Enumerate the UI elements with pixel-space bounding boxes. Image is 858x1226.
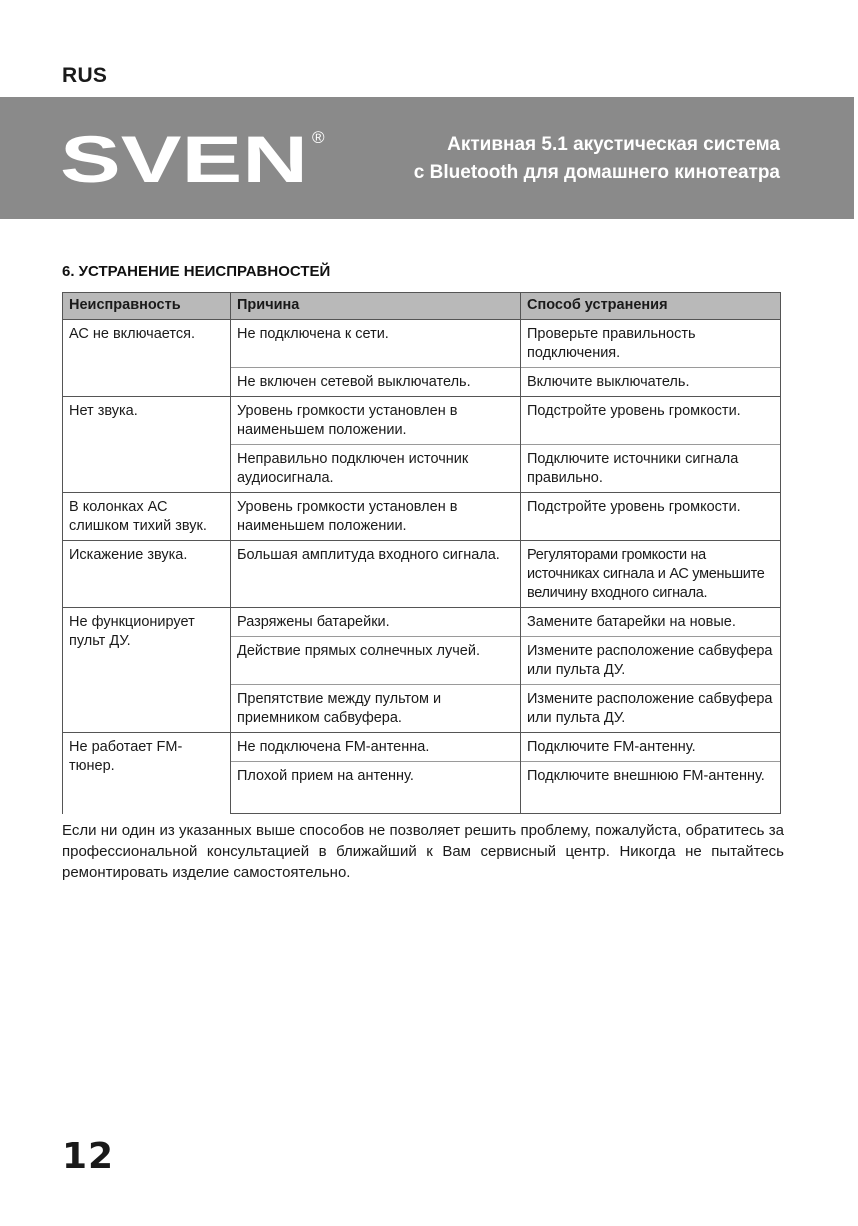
fix-cell: Подстройте уровень громкости. (521, 397, 781, 445)
page-number: 12 (62, 1136, 115, 1177)
registered-mark: ® (312, 128, 325, 147)
cause-cell: Препятствие между пультом и приемником сабвуфера. (231, 685, 521, 733)
fix-cell: Замените батарейки на новые. (521, 608, 781, 637)
troubleshooting-table (62, 292, 781, 814)
table-header-row (63, 293, 781, 320)
cause-cell: Неправильно подключен источник аудиосигнала. (231, 445, 521, 493)
section-title: 6. УСТРАНЕНИЕ НЕИСПРАВНОСТЕЙ (62, 263, 331, 280)
fix-cell: Подключите FM-антенну. (521, 733, 781, 762)
fix-cell: Регуляторами громкости на источниках сигнала и АС уменьшите величину входного сигнала. (521, 541, 781, 608)
problem-cell: Не функционирует пульт ДУ. (63, 608, 231, 733)
cause-cell: Не подключена к сети. (231, 320, 521, 368)
product-subtitle (414, 131, 780, 187)
fix-cell: Включите выключатель. (521, 368, 781, 397)
fix-cell: Подключите внешнюю FM-антенну. (521, 762, 781, 814)
cause-cell: Разряжены батарейки. (231, 608, 521, 637)
cause-cell: Плохой прием на антенну. (231, 762, 521, 814)
cause-cell: Уровень громкости установлен в наименьшем положении. (231, 397, 521, 445)
problem-cell: АС не включается. (63, 320, 231, 397)
table-row (63, 608, 781, 637)
table-row (63, 733, 781, 762)
fix-cell: Подстройте уровень громкости. (521, 493, 781, 541)
problem-cell: Нет звука. (63, 397, 231, 493)
cause-cell: Не включен сетевой выключатель. (231, 368, 521, 397)
header-fix: Способ устранения (521, 293, 781, 320)
table-row (63, 397, 781, 445)
subtitle-line-1: Активная 5.1 акустическая система (447, 134, 780, 155)
fix-cell: Измените расположение сабвуфера или пульта ДУ. (521, 685, 781, 733)
header-cause: Причина (231, 293, 521, 320)
fix-cell: Подключите источники сигнала правильно. (521, 445, 781, 493)
cause-cell: Уровень громкости установлен в наименьшем положении. (231, 493, 521, 541)
problem-cell: Искажение звука. (63, 541, 231, 608)
header-problem: Неисправность (63, 293, 231, 320)
cause-cell: Большая амплитуда входного сигнала. (231, 541, 521, 608)
problem-cell: Не работает FM-тюнер. (63, 733, 231, 814)
support-notice: Если ни один из указанных выше способов не позволяет решить проблему, пожалуйста, обратитесь за профессиональной консультацией в ближайший к Вам сервисный центр. Никогда не пытайтесь ремонтировать изделие самостоятельно. (62, 822, 784, 881)
banner-edge (854, 97, 858, 219)
table-row (63, 493, 781, 541)
table-row (63, 320, 781, 368)
fix-cell: Измените расположение сабвуфера или пульта ДУ. (521, 637, 781, 685)
cause-cell: Не подключена FM-антенна. (231, 733, 521, 762)
fix-cell: Проверьте правильность подключения. (521, 320, 781, 368)
problem-cell: В колонках АС слишком тихий звук. (63, 493, 231, 541)
cause-cell: Действие прямых солнечных лучей. (231, 637, 521, 685)
table-row (63, 541, 781, 608)
sven-logo (60, 132, 308, 184)
language-label: RUS (62, 64, 108, 87)
svg-text:SVEN: SVEN (60, 132, 308, 184)
subtitle-line-2: с Bluetooth для домашнего кинотеатра (413, 162, 780, 183)
